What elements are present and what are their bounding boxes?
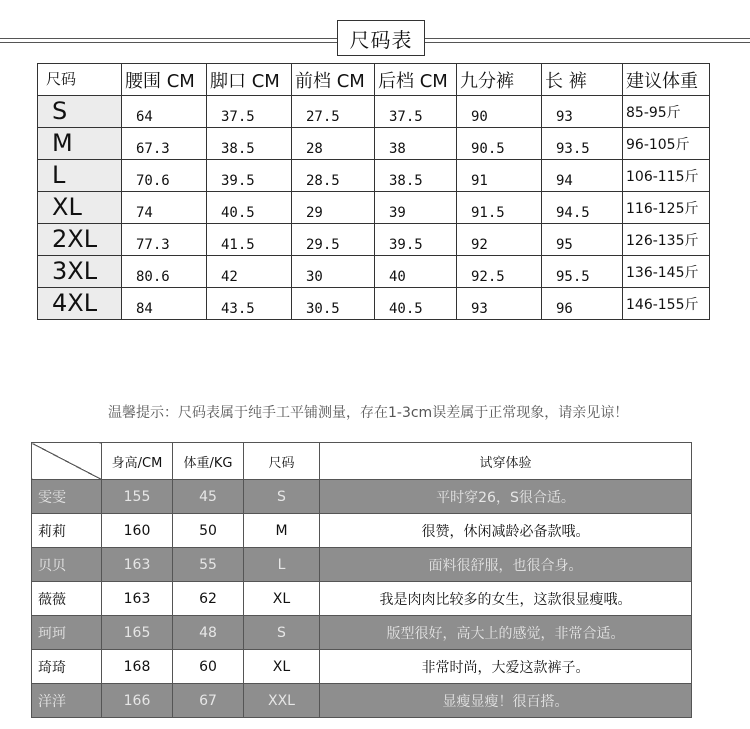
front-rise-cell: 29.5 <box>292 224 375 256</box>
back-rise-cell: 40 <box>375 256 457 288</box>
table-row <box>38 160 710 192</box>
waist-cell: 67.3 <box>122 128 207 160</box>
name-cell: 薇薇 <box>32 582 102 616</box>
full-cell: 95.5 <box>542 256 623 288</box>
table-row <box>38 288 710 320</box>
header-front-rise: 前档 CM <box>292 64 375 96</box>
size-cell: 3XL <box>38 256 122 288</box>
size-cell: M <box>244 514 320 548</box>
size-cell: XL <box>38 192 122 224</box>
header-weight: 体重/KG <box>173 443 244 480</box>
waist-cell: 84 <box>122 288 207 320</box>
height-cell: 155 <box>102 480 173 514</box>
size-cell: S <box>38 96 122 128</box>
weight-cell: 55 <box>173 548 244 582</box>
tryon-table <box>31 442 692 718</box>
height-cell: 163 <box>102 582 173 616</box>
hem-cell: 37.5 <box>207 96 292 128</box>
full-cell: 93.5 <box>542 128 623 160</box>
front-rise-cell: 30.5 <box>292 288 375 320</box>
name-cell: 雯雯 <box>32 480 102 514</box>
size-cell: 2XL <box>38 224 122 256</box>
cropped-cell: 90.5 <box>457 128 542 160</box>
comment-cell: 面料很舒服，也很合身。 <box>320 548 692 582</box>
tryon-header-row <box>32 443 692 480</box>
size-cell: S <box>244 480 320 514</box>
waist-cell: 70.6 <box>122 160 207 192</box>
name-cell: 贝贝 <box>32 548 102 582</box>
table-row <box>38 96 710 128</box>
back-rise-cell: 39 <box>375 192 457 224</box>
header-height: 身高/CM <box>102 443 173 480</box>
hem-cell: 39.5 <box>207 160 292 192</box>
waist-cell: 74 <box>122 192 207 224</box>
front-rise-cell: 27.5 <box>292 96 375 128</box>
back-rise-cell: 39.5 <box>375 224 457 256</box>
weight-cell: 45 <box>173 480 244 514</box>
height-cell: 160 <box>102 514 173 548</box>
comment-cell: 版型很好，高大上的感觉，非常合适。 <box>320 616 692 650</box>
size-cell: XL <box>244 582 320 616</box>
name-cell: 莉莉 <box>32 514 102 548</box>
measurement-tip: 温馨提示：尺码表属于纯手工平铺测量，存在1-3cm误差属于正常现象，请亲见谅！ <box>108 405 629 421</box>
header-recommended-weight: 建议体重 <box>623 64 710 96</box>
table-row <box>38 256 710 288</box>
weight-cell: 67 <box>173 684 244 718</box>
comment-cell: 很赞，休闲减龄必备款哦。 <box>320 514 692 548</box>
hem-cell: 43.5 <box>207 288 292 320</box>
size-chart-body <box>38 64 710 320</box>
size-cell: S <box>244 616 320 650</box>
page-title: 尺码表 <box>337 20 425 56</box>
weight-cell: 48 <box>173 616 244 650</box>
table-row <box>38 128 710 160</box>
cropped-cell: 91 <box>457 160 542 192</box>
comment-cell: 我是肉肉比较多的女生，这款很显瘦哦。 <box>320 582 692 616</box>
header-full-pants: 长 裤 <box>542 64 623 96</box>
header-diagonal-cell <box>32 443 102 480</box>
weight-cell: 60 <box>173 650 244 684</box>
hem-cell: 41.5 <box>207 224 292 256</box>
header-size: 尺码 <box>38 64 122 96</box>
table-row <box>32 616 692 650</box>
cropped-cell: 92.5 <box>457 256 542 288</box>
cropped-cell: 90 <box>457 96 542 128</box>
size-chart-table <box>37 63 710 320</box>
table-row <box>32 684 692 718</box>
table-row <box>38 224 710 256</box>
back-rise-cell: 38 <box>375 128 457 160</box>
weight-cell: 116-125斤 <box>623 192 710 224</box>
header-size: 尺码 <box>244 443 320 480</box>
tryon-table-body <box>32 443 692 718</box>
size-cell: 4XL <box>38 288 122 320</box>
size-cell: XXL <box>244 684 320 718</box>
header-experience: 试穿体验 <box>320 443 692 480</box>
table-row <box>38 192 710 224</box>
header-cropped-pants: 九分裤 <box>457 64 542 96</box>
weight-cell: 50 <box>173 514 244 548</box>
table-row <box>32 650 692 684</box>
height-cell: 163 <box>102 548 173 582</box>
weight-cell: 136-145斤 <box>623 256 710 288</box>
front-rise-cell: 28 <box>292 128 375 160</box>
full-cell: 93 <box>542 96 623 128</box>
title-banner <box>0 20 750 60</box>
size-chart-header-row <box>38 64 710 96</box>
comment-cell: 平时穿26，S很合适。 <box>320 480 692 514</box>
full-cell: 94.5 <box>542 192 623 224</box>
table-row <box>32 582 692 616</box>
table-row <box>32 480 692 514</box>
name-cell: 洋洋 <box>32 684 102 718</box>
weight-cell: 62 <box>173 582 244 616</box>
cropped-cell: 91.5 <box>457 192 542 224</box>
size-cell: L <box>244 548 320 582</box>
size-cell: L <box>38 160 122 192</box>
hem-cell: 42 <box>207 256 292 288</box>
header-back-rise: 后档 CM <box>375 64 457 96</box>
back-rise-cell: 40.5 <box>375 288 457 320</box>
weight-cell: 85-95斤 <box>623 96 710 128</box>
front-rise-cell: 28.5 <box>292 160 375 192</box>
back-rise-cell: 38.5 <box>375 160 457 192</box>
header-hem: 脚口 CM <box>207 64 292 96</box>
size-cell: XL <box>244 650 320 684</box>
waist-cell: 77.3 <box>122 224 207 256</box>
front-rise-cell: 30 <box>292 256 375 288</box>
weight-cell: 96-105斤 <box>623 128 710 160</box>
height-cell: 168 <box>102 650 173 684</box>
waist-cell: 80.6 <box>122 256 207 288</box>
waist-cell: 64 <box>122 96 207 128</box>
header-waist: 腰围 CM <box>122 64 207 96</box>
hem-cell: 38.5 <box>207 128 292 160</box>
name-cell: 珂珂 <box>32 616 102 650</box>
weight-cell: 106-115斤 <box>623 160 710 192</box>
full-cell: 95 <box>542 224 623 256</box>
table-row <box>32 548 692 582</box>
comment-cell: 非常时尚，大爱这款裤子。 <box>320 650 692 684</box>
weight-cell: 146-155斤 <box>623 288 710 320</box>
height-cell: 165 <box>102 616 173 650</box>
table-row <box>32 514 692 548</box>
height-cell: 166 <box>102 684 173 718</box>
name-cell: 琦琦 <box>32 650 102 684</box>
full-cell: 94 <box>542 160 623 192</box>
comment-cell: 显瘦显瘦！很百搭。 <box>320 684 692 718</box>
cropped-cell: 92 <box>457 224 542 256</box>
weight-cell: 126-135斤 <box>623 224 710 256</box>
front-rise-cell: 29 <box>292 192 375 224</box>
full-cell: 96 <box>542 288 623 320</box>
back-rise-cell: 37.5 <box>375 96 457 128</box>
cropped-cell: 93 <box>457 288 542 320</box>
hem-cell: 40.5 <box>207 192 292 224</box>
size-cell: M <box>38 128 122 160</box>
